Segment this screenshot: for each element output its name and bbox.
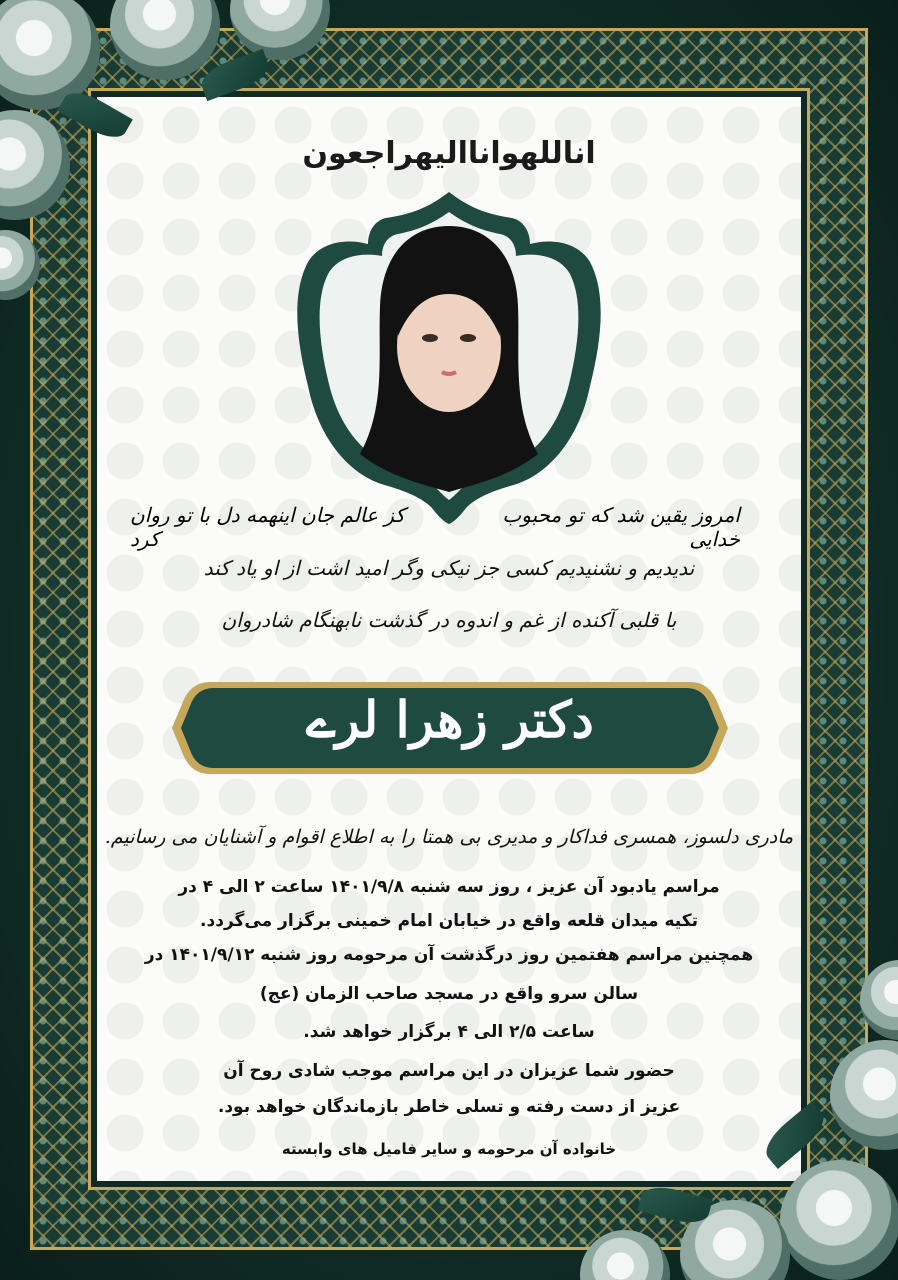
flower-icon [780, 1160, 898, 1280]
body-line: عزیز از دست رفته و تسلی خاطر بازماندگان خواهد بود. [217, 1097, 681, 1117]
portrait-image [290, 186, 608, 526]
portrait-frame [290, 186, 608, 526]
poem-line-1-left: کز عالم جان اینهمه دل با تو روان کرد [130, 503, 405, 551]
poem-line-1-right: امروز یقین شد که تو محبوب خدایی [502, 503, 740, 551]
family-signature: خانواده آن مرحومه و سایر فامیل های وابسته [281, 1140, 617, 1158]
body-line: همچنین مراسم هفتمین روز درگذشت آن مرحومه روز شنبه ۱۴۰۱/۹/۱۲ در [144, 945, 754, 965]
intro-text: مادری دلسوز، همسری فداکار و مدیری بی همتا را به اطلاع اقوام و آشنایان می رسانیم. [104, 826, 794, 848]
poem-line-2: ندیدیم و نشنیدیم کسی جز نیکی وگر امید اشت از او یاد کند [203, 556, 695, 580]
body-line: سالن سرو واقع در مسجد صاحب الزمان (عج) [259, 984, 639, 1004]
name-banner [170, 676, 730, 780]
body-line: حضور شما عزیزان در این مراسم موجب شادی روح آن [223, 1061, 675, 1081]
poem-line-3: با قلبی آکنده از غم و اندوه در گذشت نابهنگام شادروان [221, 608, 677, 632]
body-line: مراسم یادبود آن عزیز ، روز سه شنبه ۱۴۰۱/۹/۸ ساعت ۲ الی ۴ در [178, 877, 720, 897]
body-line: ساعت ۲/۵ الی ۴ برگزار خواهد شد. [303, 1022, 595, 1042]
header-verse: اناللهوانااليهراجعون [302, 136, 596, 171]
deceased-name: دکتر زهرا لرے [306, 690, 594, 749]
body-line: تکیه میدان قلعه واقع در خیابان امام خمینی برگزار می‌گردد. [200, 911, 698, 931]
